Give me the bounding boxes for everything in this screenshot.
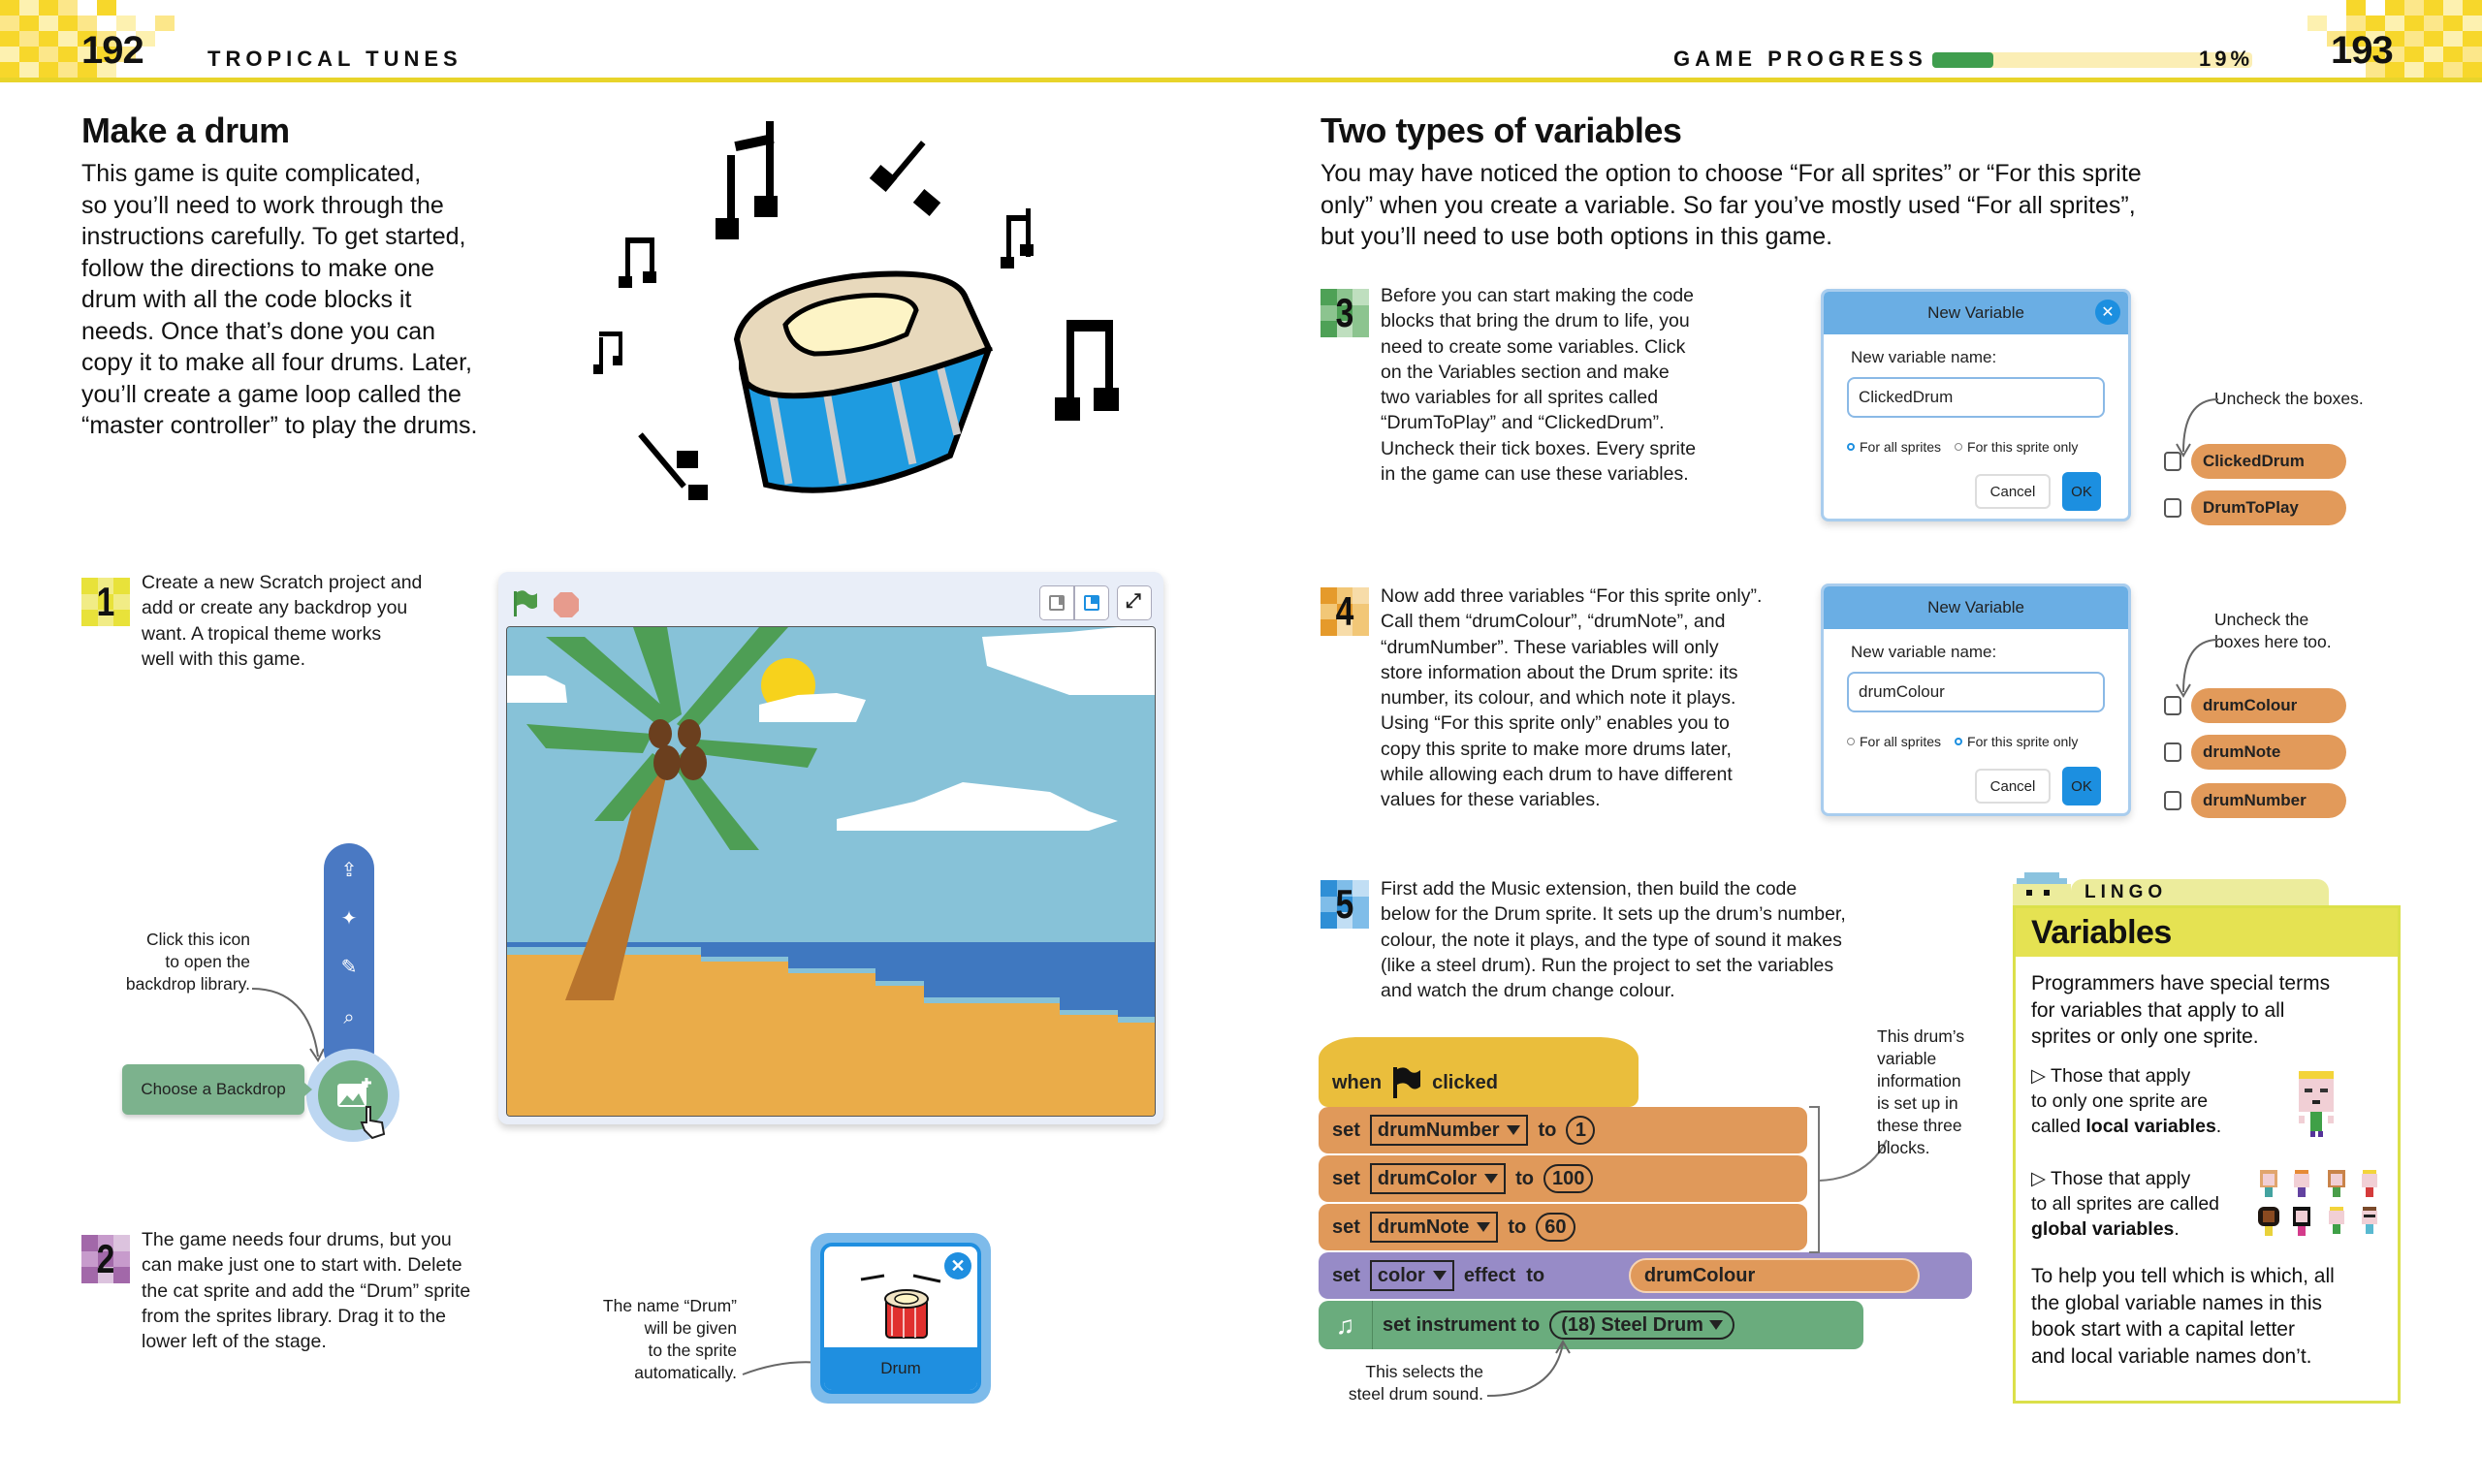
drum-illustration [582,116,1125,504]
green-flag-icon[interactable] [512,589,539,618]
variable-reporter[interactable]: drumNote [2191,735,2346,770]
code-set-instrument[interactable]: ♫ set instrument to (18) Steel Drum [1319,1301,1863,1349]
stop-icon[interactable] [553,591,580,618]
paint-icon[interactable]: ✎ [340,957,358,978]
normal-stage-button[interactable] [1074,585,1109,620]
lingo-outro: To help you tell which is which, all the global variable names in this book start with a capital letter and local variable names don’t. [2031,1265,2335,1368]
code-set-drumcolor[interactable]: set drumColor to 100 [1319,1155,1807,1202]
variable-reporter[interactable]: drumColour [2191,688,2346,723]
choose-backdrop-tooltip: Choose a Backdrop [122,1064,304,1115]
lingo-title: Variables [2016,908,2398,957]
variable-checkbox[interactable] [2164,791,2181,810]
uncheck-too-callout: Uncheck the boxes here too. [2214,610,2332,651]
variable-row-drumtoplay [2164,490,2346,525]
radio-for-this-sprite-only[interactable]: For this sprite only [1955,734,2078,749]
variable-reporter[interactable]: drumNumber [2191,783,2346,818]
intro-paragraph-left: This game is quite complicated, so you’ll need to work through the instructions carefully. To get started, follow the directions to make one drum with all the code blocks it needs. Once that’s done you can copy it to make all four drums. Later, you’ll create a game loop called the “master controller” to play the drums. [81,160,478,439]
variable-checkbox[interactable] [2164,696,2181,715]
global-sprites-icon [2256,1168,2386,1242]
radio-for-this-sprite-only[interactable]: For this sprite only [1955,439,2078,455]
lingo-local-bullet: ▷ Those that apply to only one sprite are called local variables. [2031,1065,2222,1137]
lingo-tab: LINGO [2071,879,2329,906]
instrument-callout: This selects the steel drum sound. [1348,1362,1483,1404]
close-icon[interactable]: ✕ [2095,300,2120,325]
step-1-text: Create a new Scratch project and add or create any backdrop you want. A tropical theme works well with this game. [142,572,423,670]
variable-name-label: New variable name: [1851,348,1997,366]
game-progress-percent: 19% [2199,47,2254,71]
step-3-text: Before you can start making the code blocks that bring the drum to life, you need to create some variables. Click on the Variables section and make two variables for all sprites called “DrumToPlay” and “ClickedDrum”. Uncheck their tick boxes. Every sprite in the game can use these variables. [1381,285,1697,486]
small-stage-button[interactable] [1039,585,1074,620]
value-input[interactable]: 100 [1543,1164,1593,1193]
variable-row-drumnote [2164,735,2346,770]
variable-checkbox[interactable] [2164,452,2181,471]
ok-button[interactable]: OK [2062,767,2101,805]
drum-icon [737,274,989,490]
sprite-menu [324,843,374,1076]
scratch-stage [498,572,1163,1124]
callout-arrow [250,979,328,1066]
delete-sprite-button[interactable]: ✕ [944,1252,971,1279]
drumcolour-reporter[interactable]: drumColour [1629,1258,1920,1293]
step-2-badge: 2 [81,1235,130,1283]
left-running-head: TROPICAL TUNES [207,47,462,71]
backdrop-callout: Click this icon to open the backdrop library. [125,930,250,994]
hand-cursor-icon [359,1105,388,1140]
variable-name-label: New variable name: [1851,643,1997,661]
instrument-dropdown[interactable]: (18) Steel Drum [1549,1310,1734,1340]
variable-dropdown[interactable]: drumColor [1370,1163,1506,1194]
lingo-global-bullet: ▷ Those that apply to all sprites are called global variables. [2031,1168,2220,1240]
step-5-badge: 5 [1321,880,1369,929]
value-input[interactable]: 1 [1566,1116,1595,1145]
variable-checkbox[interactable] [2164,742,2181,762]
upload-icon[interactable]: ⇪ [340,860,358,881]
right-page-number: 193 [2331,29,2393,72]
header-rule [0,78,2482,82]
code-set-drumnote[interactable]: set drumNote to 60 [1319,1204,1807,1250]
variable-reporter[interactable]: ClickedDrum [2191,444,2346,479]
local-sprite-icon [2293,1071,2339,1141]
section-title-two-types: Two types of variables [1321,111,1682,150]
blocks-callout: This drum’s variable information is set up in these three blocks. [1877,1026,1965,1157]
lingo-intro: Programmers have special terms for variables that apply to all sprites or only one sprite. [2031,972,2331,1048]
variable-name-input[interactable]: ClickedDrum [1847,377,2105,418]
step-5-text: First add the Music extension, then build the code below for the Drum sprite. It sets up the drum’s number, colour, the note it plays, and the type of sound it makes (like a steel drum). Run the project to set the variables and watch the drum change colour. [1381,878,1846,1002]
step-4-badge: 4 [1321,587,1369,636]
effect-dropdown[interactable]: color [1370,1260,1454,1291]
lingo-box [2013,905,2401,1404]
radio-for-all-sprites[interactable]: For all sprites [1847,734,1941,749]
variable-dropdown[interactable]: drumNumber [1370,1115,1529,1146]
step-4-text: Now add three variables “For this sprite only”. Call them “drumColour”, “drumNote”, and “drumNumber”. These variables will only store information about the Drum sprite: its number, its colour, and which note it plays. Using “For this sprite only” enables you to copy this sprite to make more drums later, while allowing each drum to have different values for these variables. [1381,585,1763,811]
value-input[interactable]: 60 [1536,1213,1575,1242]
section-title-make-a-drum: Make a drum [81,111,290,150]
callout-arrow [1485,1338,1582,1405]
cancel-button[interactable]: Cancel [1975,769,2051,804]
new-variable-dialog-local [1821,584,2131,816]
variable-row-drumnumber [2164,783,2346,818]
uncheck-callout: Uncheck the boxes. [2214,389,2364,408]
dialog-title: New Variable [1824,586,2128,629]
variable-row-drumcolour [2164,688,2346,723]
drum-sprite-thumbnail [859,1270,952,1343]
stage-canvas[interactable] [506,626,1156,1117]
variable-checkbox[interactable] [2164,498,2181,518]
intro-paragraph-right: You may have noticed the option to choose “For all sprites” or “For this sprite only” when you create a variable. So far you’ve mostly used “For all sprites”, but you’ll need to use both options in this game. [1321,160,2142,250]
surprise-icon[interactable]: ✦ [340,908,358,930]
left-page-number: 192 [81,29,143,72]
step-2-text: The game needs four drums, but you can make just one to start with. Delete the cat sprite and add the “Drum” sprite from the sprites library. Drag it to the lower left of the stage. [142,1229,471,1353]
cancel-button[interactable]: Cancel [1975,474,2051,509]
music-extension-icon: ♫ [1319,1301,1373,1349]
code-set-drumnumber[interactable]: set drumNumber to 1 [1319,1107,1807,1153]
variable-reporter[interactable]: DrumToPlay [2191,490,2346,525]
fullscreen-button[interactable]: ⤢ [1117,585,1152,620]
ok-button[interactable]: OK [2062,472,2101,511]
code-set-color-effect[interactable]: set color effect to drumColour [1319,1252,1972,1299]
variable-dropdown[interactable]: drumNote [1370,1212,1498,1243]
drum-sprite-tile[interactable] [811,1233,991,1404]
code-hat-when-flag-clicked[interactable]: when clicked [1319,1037,1639,1107]
game-progress-label: GAME PROGRESS [1673,47,1927,71]
drum-name-callout: The name “Drum” will be given to the sprite automatically. [602,1296,737,1382]
new-variable-dialog-global [1821,289,2131,521]
dialog-title: New Variable ✕ [1824,292,2128,334]
variable-row-clickeddrum [2164,444,2346,479]
green-flag-icon [1391,1067,1422,1098]
step-1-badge: 1 [81,578,130,626]
variable-name-input[interactable]: drumColour [1847,672,2105,712]
lingo-pixel-icon [2013,868,2071,907]
radio-for-all-sprites[interactable]: For all sprites [1847,439,1941,455]
step-3-badge: 3 [1321,289,1369,337]
game-progress-fill [1932,52,1993,68]
search-icon[interactable]: ⌕ [343,1007,355,1028]
sprite-name-label: Drum [824,1347,977,1390]
